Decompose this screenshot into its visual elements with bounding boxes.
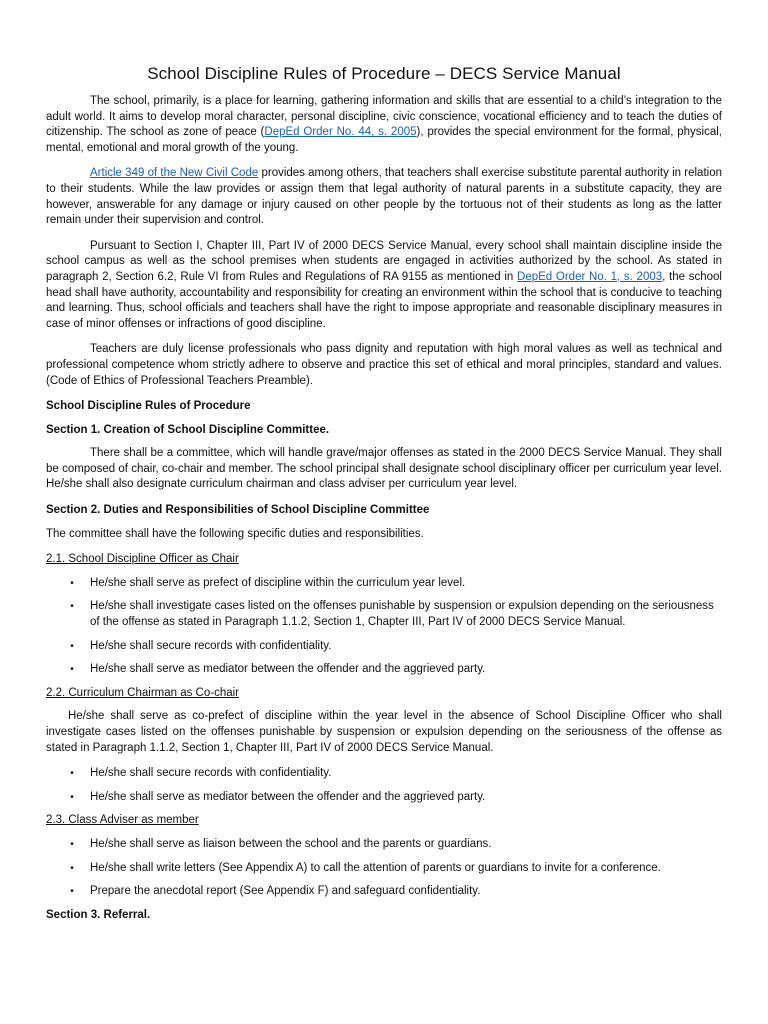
list-item-text: He/she shall serve as liaison between the school and the parents or guardians. [90,837,492,850]
list-item [46,884,722,900]
list-item-text: He/she shall serve as mediator between the offender and the aggrieved party. [90,790,486,803]
section-2-intro: The committee shall have the following specific duties and responsibilities. [46,527,424,540]
list-item [46,639,722,655]
rules-heading: School Discipline Rules of Procedure [46,400,251,413]
bullet-icon: • [70,640,74,652]
list-item [46,837,722,853]
civil-code-link[interactable]: Article 349 of the New Civil Code [90,167,259,180]
list-item-text: Prepare the anecdotal report (See Appendix F) and safeguard confidentiality. [90,885,481,898]
list-item-text: He/she shall secure records with confidentiality. [90,767,332,780]
list-item [46,766,722,782]
subsection-2-2-list [46,766,722,805]
bullet-icon: • [70,577,74,589]
page-title: School Discipline Rules of Procedure – DECS Service Manual [147,64,621,83]
intro-text-end: ), provides the special environment for the formal, physical, mental, emotional and moral growth of the young. [46,126,722,154]
intro-paragraph [46,94,722,156]
bullet-icon: • [70,886,74,898]
list-item-text: He/she shall investigate cases listed on the offenses punishable by suspension or expulsion depending on the seriousness of the offense as stated in Paragraph 1.1.2, Section 1, Chapter III, Part IV of 2000 DECS Service Manual. [90,600,714,629]
deped-order-1-link[interactable]: DepEd Order No. 1, s. 2003 [517,270,663,283]
subsection-2-3-title: 2.3. Class Adviser as member [46,814,199,827]
bullet-icon: • [70,664,74,676]
list-item-text: He/she shall write letters (See Appendix A) to call the attention of parents or guardians to invite for a conference. [90,861,661,874]
list-item-text: He/she shall serve as prefect of discipline within the curriculum year level. [90,576,466,589]
list-item [46,861,722,877]
deped-order-44-link[interactable]: DepEd Order No. 44, s. 2005 [264,126,417,139]
list-item [46,576,722,592]
subsection-2-1-title: 2.1. School Discipline Officer as Chair [46,553,239,566]
civil-code-text: provides among others, that teachers shall exercise substitute parental authority in relation to their students. While the law provides or assign them that legal authority of natural parents in a substitute capacity, they are however, answerable for any damage or injury caused on other people by the tortuous not of their students as long as the latter remain under their supervision and control. [46,167,722,227]
list-item [46,790,722,806]
bullet-icon: • [70,791,74,803]
pursuant-text-start: Pursuant to Section I, Chapter III, Part IV of 2000 DECS Service Manual, every school shall maintain discipline inside the school campus as well as the school premises when students are engaged in activities authorized by the school. As stated in paragraph 2, Section 6.2, Rule VI from Rules and Regulations of RA 9155 as mentioned in [46,239,722,283]
subsection-2-2-paragraph: He/she shall serve as co-prefect of discipline within the year level in the absence of School Discipline Officer who shall investigate cases listed on the offenses punishable by suspension or expulsion depending on the seriousness of the offense as stated in Paragraph 1.1.2, Section 1, Chapter III, Part IV of 2000 DECS Service Manual. [46,710,722,754]
bullet-icon: • [70,838,74,850]
list-item [46,599,722,630]
section-1-heading: Section 1. Creation of School Discipline Committee. [46,423,330,436]
pursuant-paragraph [46,239,722,333]
bullet-icon: • [70,862,74,874]
section-3-heading: Section 3. Referral. [46,908,151,921]
subsection-2-1-list [46,576,722,678]
subsection-2-3-list [46,837,722,900]
bullet-icon: • [70,768,74,780]
subsection-2-2-title: 2.2. Curriculum Chairman as Co-chair [46,686,240,699]
list-item-text: He/she shall secure records with confidentiality. [90,639,332,652]
teachers-paragraph: Teachers are duly license professionals who pass dignity and reputation with high moral values as well as technical and professional competence whom strictly adhere to observe and practice this set of ethical and moral principles, standard and values. (Code of Ethics of Professional Teachers Preamble). [46,343,722,387]
bullet-icon: • [70,601,74,613]
civil-code-paragraph [46,166,722,228]
section-1-paragraph: There shall be a committee, which will handle grave/major offenses as stated in the 2000 DECS Service Manual. They shall be composed of chair, co-chair and member. The school principal shall designate school disciplinary officer per curriculum year level. He/she shall also designate curriculum chairman and class adviser per curriculum year level. [46,447,722,491]
intro-text-start: The school, primarily, is a place for learning, gathering information and skills that are essential to a child’s integration to the adult world. It aims to develop moral character, personal discipline, civic conscience, vocational efficiency and to teach the duties of citizenship. The school as zone of peace ( [46,95,722,139]
list-item [46,662,722,678]
section-2-heading: Section 2. Duties and Responsibilities of School Discipline Committee [46,504,430,517]
list-item-text: He/she shall serve as mediator between the offender and the aggrieved party. [90,663,486,676]
pursuant-text-end: , the school head shall have authority, accountability and responsibility for creating an environment within the school that is conducive to teaching and learning. Thus, school officials and teachers shall have the right to impose appropriate and reasonable disciplinary measures in case of minor offenses or infractions of good discipline. [46,270,722,330]
